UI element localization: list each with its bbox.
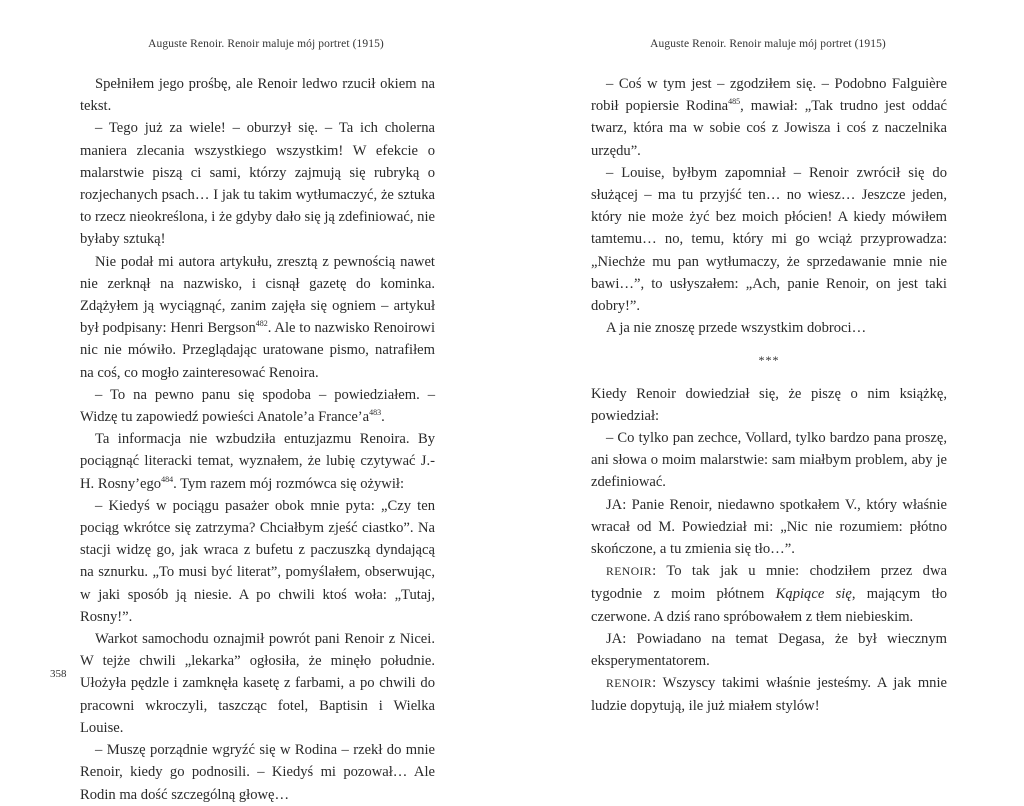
running-head: Auguste Renoir. Renoir maluje mój portret (1915)	[650, 38, 886, 50]
paragraph: – Tego już za wiele! – oburzył się. – Ta ich cholerna maniera zlecania wszystkiego wszystkim! W efekcie o malarstwie piszą ci sami, którzy zajmują się rubryką o rozjechanych psach… I jak tu takim wytłumaczyć, że sztuka to rzecz nieokreślona, i że gdyby dało się ją zdefiniować, nie byłaby sztuką!	[80, 120, 435, 248]
paragraph: Warkot samochodu oznajmił powrót pani Renoir z Nicei. W tejże chwili „lekarka” ogłosiła, że minęło południe. Ułożyła pędzle i zamknęła kasetę z farbami, a po chwili do pracowni wkroczyli, taszcząc fotel, Baptisin i Wielka Louise.	[80, 631, 435, 736]
body-text	[591, 73, 947, 718]
paragraph: – To na pewno panu się spodoba – powiedziałem. – Widzę tu zapowiedź powieści Anatole’a $France’a^{483}$.	[80, 386, 435, 426]
body-text	[80, 73, 435, 806]
speaker-label: RENOIR	[606, 677, 653, 691]
paragraph: Nie podał mi autora artykułu, zresztą z pewnością nawet nie zerknął na nazwisko, i cisnął gazetę do kominka. Zdążyłem ją wyciągnąć, zanim zajęła się ogniem – artykuł był podpisany: Henri Bergson$^{482}$. Ale to nazwisko Renoirowi nic nie mówiło. Przeglądając uratowane pismo, natrafiłem na coś, co mogło zainteresować Renoira.	[80, 253, 435, 381]
paragraph: – Coś w tym jest – zgodziłem się. – Podobno Falguière robił popiersie Rodina$^{485}$, mawiał: „Tak trudno jest oddać twarz, która ma w sobie coś z Jowisza i coś z naczelnika urzędu”.	[591, 76, 948, 159]
footnote-ref[interactable]: 482	[255, 319, 268, 329]
paragraph: A ja nie znoszę przede wszystkim dobroci…	[606, 320, 867, 337]
section-separator: ***	[758, 353, 780, 368]
paragraph: – Kiedyś w pociągu pasażer obok mnie pyta: „Czy ten pociąg wkrótce się zatrzyma? Chciałbym zjeść ciastko”. Na stacji widzę go, jak wraca z bufetu z paczuszką dyndającą na sznurku. „To musi być literat”, pomyślałem, obserwując, w jaki sposób ją niesie. A po chwili ktoś woła: „Tutaj, Rosny!”.	[80, 497, 435, 625]
paragraph: RENOIR: Wszyscy takimi właśnie jesteśmy. A jak mnie ludzie dopytują, ile już miałem stylów!	[591, 675, 947, 715]
paragraph: – Louise, byłbym zapomniał – Renoir zwrócił się do służącej – ma tu przyjść ten… no wiesz… Jeszcze jeden, który nie może żyć bez moich płócien! A kiedy mówiłem tamtemu… no, temu, który mi go wciąż przyprowadza: „Niechże mu pan wytłumaczy, że sprzedawanie mnie nie bawi…”, to usłyszałem: „Ach, panie Renoir, on jest taki dobry!”.	[591, 164, 947, 315]
paragraph: Ta informacja nie wzbudziła entuzjazmu Renoira. By pociągnąć literacki temat, wyznałem, że lubię czytywać J.-H. Rosny’ego$^{484}$. Tym razem mój rozmówca się ożywił:	[80, 431, 435, 492]
paragraph: Kiedy Renoir dowiedział się, że piszę o nim książkę, powiedział:	[591, 385, 947, 424]
left-page	[0, 0, 512, 803]
paragraph: RENOIR: To tak jak u mnie: chodziłem przez dwa tygodnie z moim płótnem Kąpiące się, mającym tło czerwone. A dziś rano spróbowałem z tłem niebieskim.	[591, 563, 947, 625]
paragraph: – Muszę porządnie wgryźć się w Rodina – rzekł do mnie Renoir, kiedy go podnosili. – Kiedyś mi pozował… Ale Rodin ma dość szczególną głowę…	[80, 742, 435, 803]
paragraph: JA: Panie Renoir, niedawno spotkałem V., który właśnie wracał od M. Powiedział mi: „Nic nie rozumiem: płótno skończone, a tu zmienia się tło…”.	[591, 496, 947, 558]
running-head: Auguste Renoir. Renoir maluje mój portret (1915)	[148, 38, 384, 50]
footnote-ref[interactable]: 483	[369, 408, 382, 418]
artwork-title: Kąpiące się	[775, 586, 852, 603]
speaker-label: RENOIR	[606, 565, 653, 579]
paragraph: – Co tylko pan zechce, Vollard, tylko bardzo pana proszę, ani słowa o moim malarstwie: sam miałbym problem, aby je zdefiniować.	[591, 430, 947, 491]
right-page	[512, 0, 1024, 715]
footnote-ref[interactable]: 485	[728, 97, 741, 107]
page-number: 358	[50, 668, 67, 680]
paragraph: JA: Powiadano na temat Degasa, że był wiecznym eksperymentatorem.	[591, 630, 947, 670]
footnote-ref[interactable]: 484	[161, 474, 174, 484]
paragraph: Spełniłem jego prośbę, ale Renoir ledwo rzucił okiem na tekst.	[80, 76, 435, 115]
